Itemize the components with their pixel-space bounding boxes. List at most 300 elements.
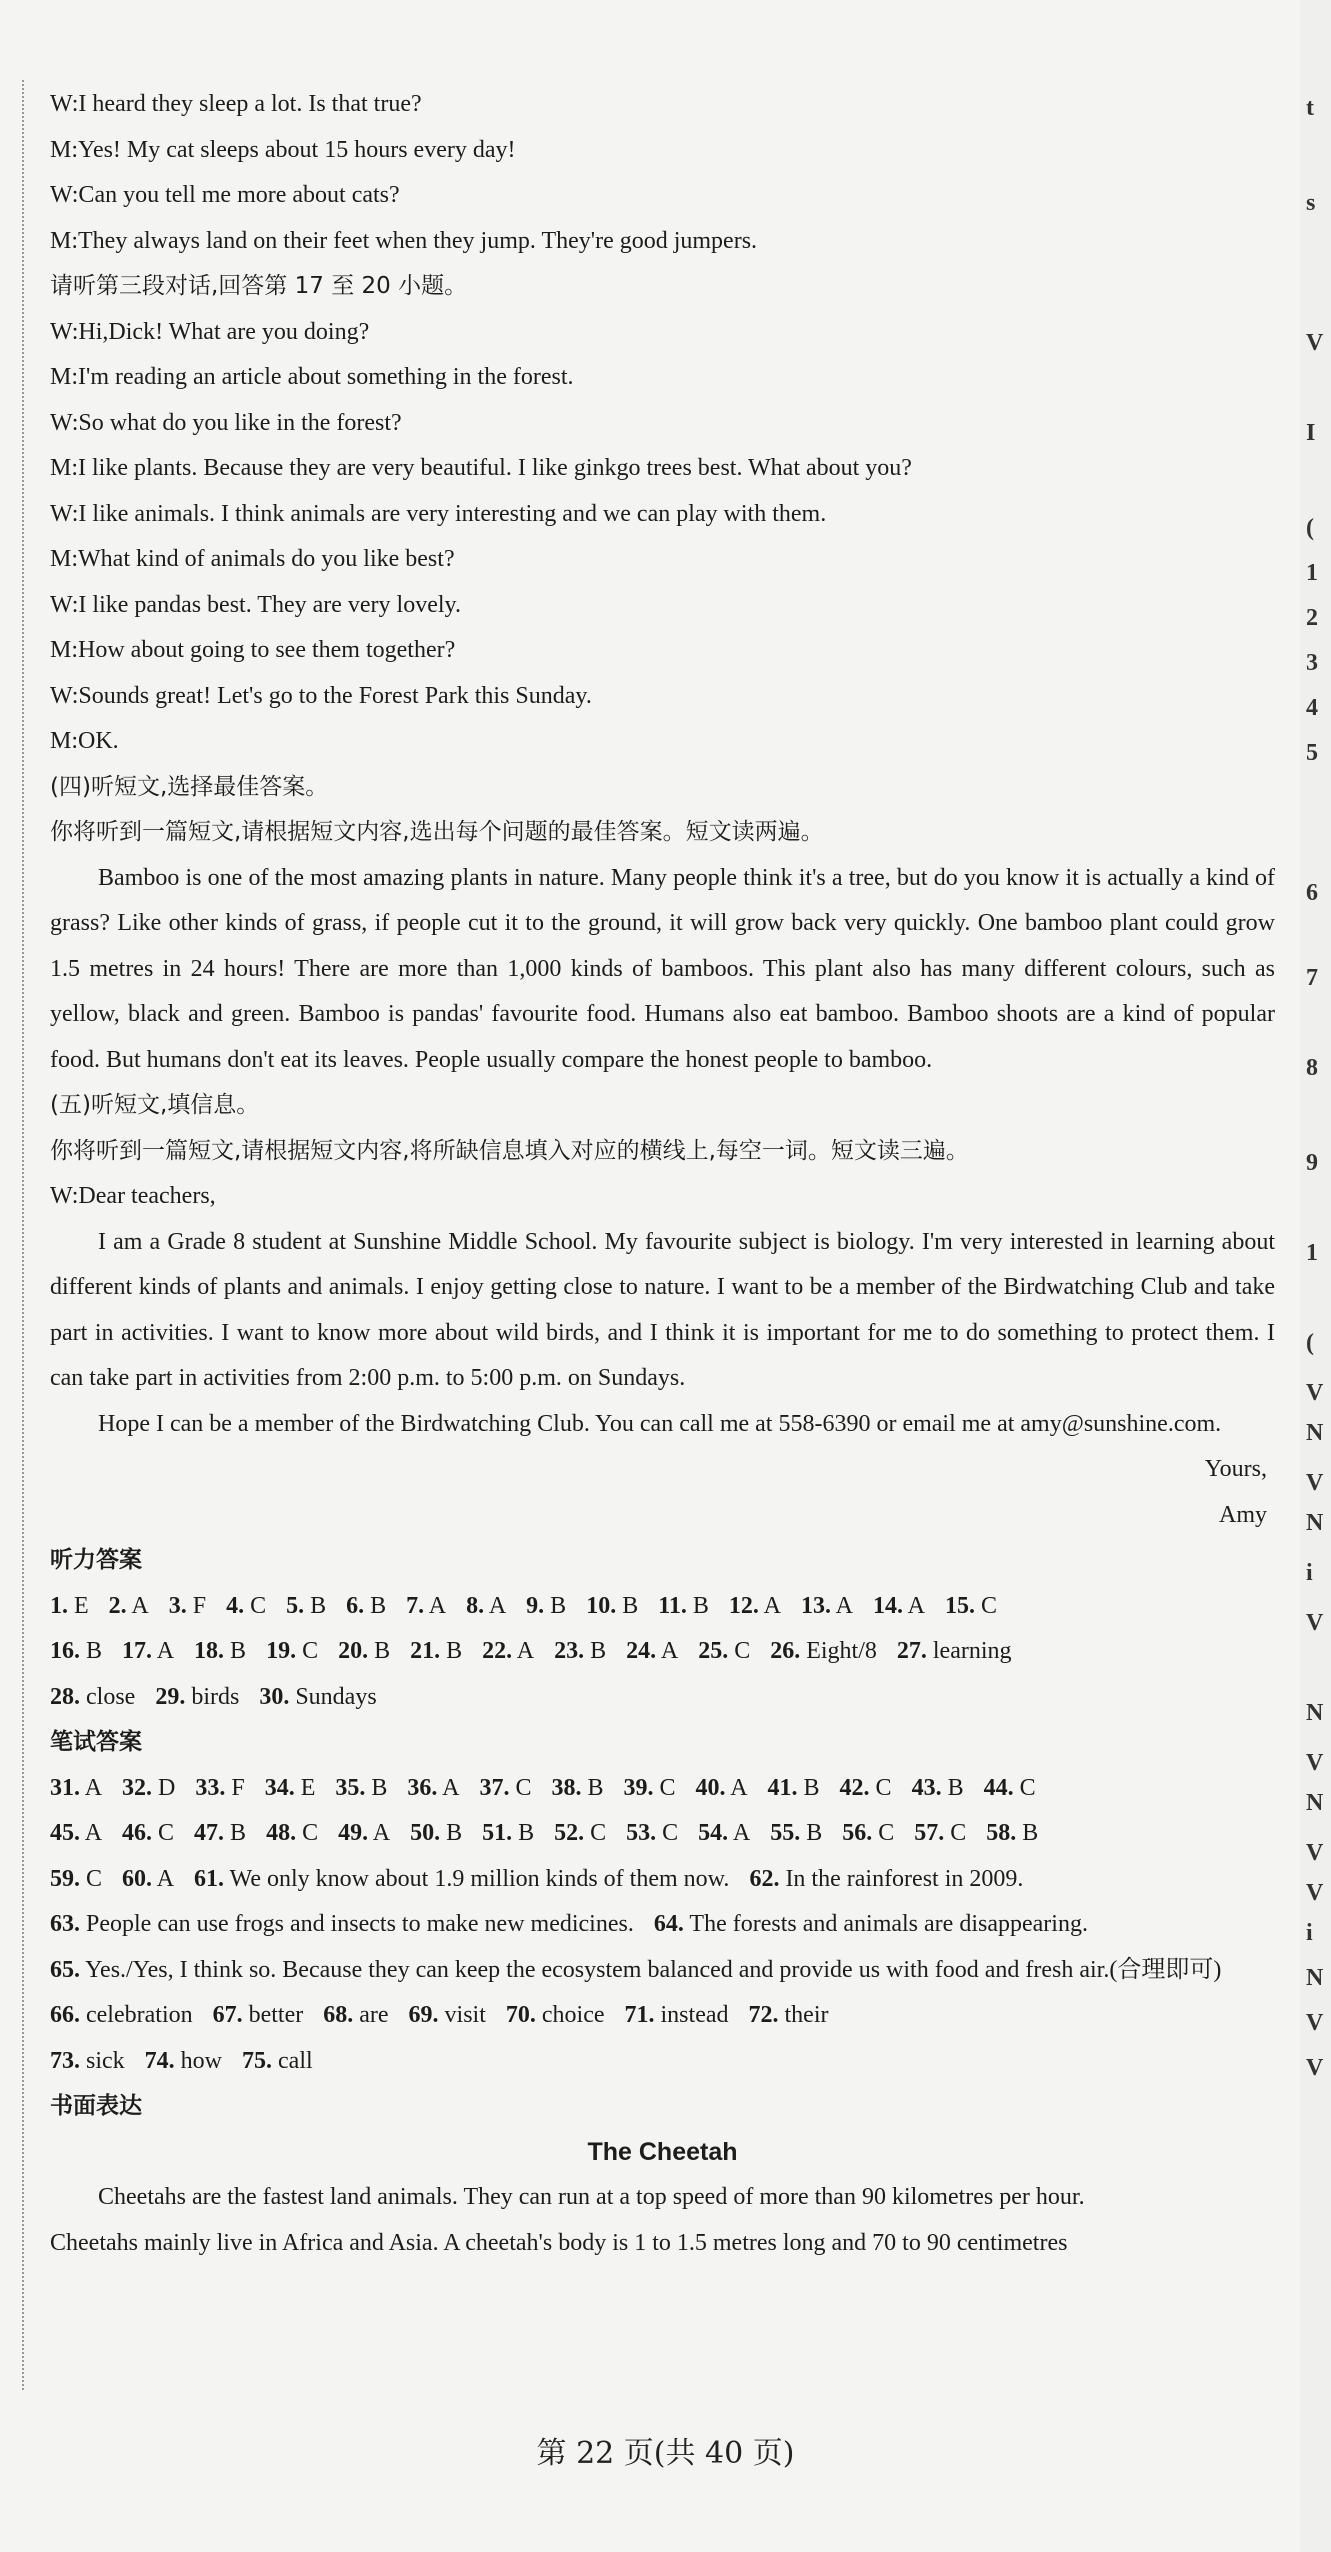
answer-item xyxy=(914,1811,966,1857)
dialogue-line: M:They always land on their feet when they jump. They're good jumpers. xyxy=(50,227,758,254)
answer-value: A xyxy=(84,1820,103,1846)
answers-73-75 xyxy=(50,2039,1275,2085)
answer-value: B xyxy=(374,1638,391,1664)
written-answers-heading: 笔试答案 xyxy=(50,1729,142,1755)
answer-row xyxy=(50,1902,1275,1948)
answers-66-72 xyxy=(50,1993,1275,2039)
answer-value: We only know about 1.9 million kinds of them now. xyxy=(229,1865,730,1892)
answer-value: sick xyxy=(86,2047,125,2074)
answer-value: A xyxy=(442,1774,460,1801)
answer-value: C xyxy=(302,1820,319,1846)
answer-row xyxy=(50,1766,1275,1812)
answer-value: A xyxy=(730,1774,748,1801)
answer-item xyxy=(155,1675,239,1721)
edge-glyph: V xyxy=(1306,1610,1324,1636)
dialogue-line: W:I heard they sleep a lot. Is that true? xyxy=(50,91,422,117)
answer-number: 68. xyxy=(323,2002,354,2028)
answer-value: C xyxy=(875,1774,892,1801)
answer-value: C xyxy=(659,1774,676,1801)
answer-number: 27. xyxy=(896,1638,927,1664)
answer-number: 18. xyxy=(194,1638,225,1664)
answer-item xyxy=(122,1857,174,1903)
edge-glyph: 8 xyxy=(1306,1055,1318,1081)
answer-number: 8. xyxy=(466,1592,485,1619)
binding-dotted-line xyxy=(22,80,24,2390)
answer-item xyxy=(259,1675,376,1721)
answer-value: A xyxy=(156,1865,175,1892)
answer-item xyxy=(654,1902,1088,1948)
answer-number: 71. xyxy=(624,2002,655,2028)
edge-glyph: ( xyxy=(1306,515,1314,541)
answer-value: choice xyxy=(541,2002,605,2028)
answer-item xyxy=(50,1675,135,1721)
dialogue-line: M:I like plants. Because they are very beautiful. I like ginkgo trees best. What about you? xyxy=(50,455,912,481)
answer-item xyxy=(122,1629,174,1675)
answer-value: A xyxy=(907,1592,925,1619)
answer-number: 74. xyxy=(144,2047,175,2074)
writing-heading: 书面表达 xyxy=(50,2093,142,2119)
answer-item xyxy=(526,1584,566,1630)
answer-value: A xyxy=(732,1820,751,1846)
dialogue-line: M:I'm reading an article about something in the forest. xyxy=(50,364,574,390)
answer-number: 9. xyxy=(526,1592,545,1619)
edge-glyph: N xyxy=(1306,1790,1324,1816)
answer-number: 24. xyxy=(626,1638,657,1664)
answer-item xyxy=(50,1811,102,1857)
answer-number: 33. xyxy=(195,1774,226,1801)
section-5-title: (五)听短文,填信息。 xyxy=(50,1092,260,1118)
answer-value: Sundays xyxy=(295,1683,377,1710)
answer-number: 2. xyxy=(108,1592,127,1619)
section-4-title: (四)听短文,选择最佳答案。 xyxy=(50,773,329,800)
essay-line: Cheetahs mainly live in Africa and Asia. A cheetah's body is 1 to 1.5 metres long and 70 to 90 centimetres xyxy=(50,2229,1068,2256)
edge-glyph: 6 xyxy=(1306,880,1318,906)
answer-item xyxy=(551,1766,603,1812)
answer-value: People can use frogs and insects to make new medicines. xyxy=(86,1911,634,1937)
answer-value: A xyxy=(372,1820,391,1846)
answer-item xyxy=(242,2039,313,2085)
listening-answers-heading: 听力答案 xyxy=(50,1547,142,1573)
answer-row xyxy=(50,1811,1275,1857)
answer-item xyxy=(986,1811,1038,1857)
answer-value: B xyxy=(371,1774,388,1801)
answer-value: B xyxy=(622,1592,639,1619)
answer-value: C xyxy=(86,1865,103,1892)
answer-value: C xyxy=(950,1820,967,1846)
answer-value: close xyxy=(86,1683,136,1710)
answer-item xyxy=(479,1766,531,1812)
dialogue-line: M:What kind of animals do you like best? xyxy=(50,546,455,572)
answer-item xyxy=(623,1766,675,1812)
answer-number: 66. xyxy=(50,2002,80,2028)
edge-glyph: 5 xyxy=(1306,740,1318,766)
answer-value: B xyxy=(310,1592,327,1619)
answer-item xyxy=(554,1629,606,1675)
answer-item xyxy=(749,1857,1023,1903)
answer-item xyxy=(122,1811,174,1857)
answer-value: A xyxy=(428,1592,447,1619)
answer-number: 53. xyxy=(626,1820,657,1846)
answer-value: A xyxy=(763,1592,781,1619)
answer-number: 20. xyxy=(338,1638,369,1664)
answer-item xyxy=(625,1993,729,2039)
answer-item xyxy=(840,1766,892,1812)
answer-number: 22. xyxy=(482,1638,513,1664)
edge-glyph: 1 xyxy=(1306,560,1318,586)
answer-number: 41. xyxy=(767,1774,798,1801)
edge-glyph: V xyxy=(1306,1380,1324,1406)
answer-item xyxy=(626,1811,678,1857)
answer-item xyxy=(169,1584,206,1630)
answer-value: A xyxy=(84,1774,103,1801)
answer-number: 10. xyxy=(586,1592,617,1619)
dialogue-line: M:Yes! My cat sleeps about 15 hours every day! xyxy=(50,136,516,163)
answer-number: 57. xyxy=(914,1820,945,1846)
section-4-instruction: 你将听到一篇短文,请根据短文内容,选出每个问题的最佳答案。短文读两遍。 xyxy=(50,819,824,845)
answer-number: 28. xyxy=(50,1683,80,1710)
answer-item xyxy=(912,1766,964,1812)
edge-glyph: 9 xyxy=(1306,1150,1318,1176)
answer-value: A xyxy=(835,1592,853,1619)
answer-item xyxy=(50,1993,193,2039)
answer-number: 64. xyxy=(653,1911,684,1937)
answer-value: B xyxy=(806,1820,823,1846)
answer-number: 67. xyxy=(212,2002,243,2028)
section-5-paragraph-1: I am a Grade 8 student at Sunshine Middle School. My favourite subject is biology. I'm very interested in learning about different kinds of plants and animals. I enjoy getting close to nature. I want to be a member of the Birdwatching Club and take part in activities. I want to know more about wild birds, and I think it is important for me to do something to protect them. I can take part in activities from 2:00 p.m. to 5:00 p.m. on Sundays. xyxy=(50,1228,1275,1391)
answer-value: B xyxy=(86,1638,103,1664)
answer-item xyxy=(286,1584,326,1630)
answer-value: their xyxy=(784,2002,829,2028)
answer-value: B xyxy=(1022,1820,1039,1846)
section-5-greeting: W:Dear teachers, xyxy=(50,1183,216,1209)
edge-glyph: V xyxy=(1306,1880,1324,1906)
answer-item xyxy=(482,1629,534,1675)
answer-number: 19. xyxy=(266,1638,297,1664)
answer-value: are xyxy=(359,2002,389,2028)
edge-glyph: N xyxy=(1306,1420,1324,1446)
answer-value: A xyxy=(660,1638,679,1664)
answer-value: The forests and animals are disappearing. xyxy=(689,1911,1088,1937)
answer-number: 12. xyxy=(728,1592,759,1619)
answer-number: 36. xyxy=(407,1774,438,1801)
answer-number: 1. xyxy=(50,1592,68,1619)
answer-number: 55. xyxy=(770,1820,801,1846)
answer-number: 58. xyxy=(986,1820,1017,1846)
answer-value: B xyxy=(370,1592,387,1619)
answer-item xyxy=(410,1629,462,1675)
edge-glyph: V xyxy=(1306,2010,1324,2036)
answer-number: 38. xyxy=(551,1774,582,1801)
answer-value: instead xyxy=(660,2002,729,2028)
answer-item xyxy=(586,1584,638,1630)
answer-value: F xyxy=(231,1774,245,1801)
answer-item xyxy=(409,1993,486,2039)
dialogue-line: W:Can you tell me more about cats? xyxy=(50,182,400,208)
answer-number: 70. xyxy=(505,2002,536,2028)
answer-item xyxy=(410,1811,462,1857)
answer-value: birds xyxy=(191,1683,240,1710)
answer-item xyxy=(842,1811,894,1857)
answer-item xyxy=(194,1857,729,1903)
edge-glyph: ( xyxy=(1306,1330,1314,1356)
answer-value: how xyxy=(180,2047,223,2074)
answer-value: B xyxy=(587,1774,604,1801)
answer-number: 17. xyxy=(122,1638,153,1664)
answer-number: 75. xyxy=(242,2047,273,2074)
answer-number: 42. xyxy=(839,1774,870,1801)
answer-number: 45. xyxy=(50,1820,80,1846)
answer-value: learning xyxy=(932,1638,1012,1664)
answer-number: 14. xyxy=(872,1592,903,1619)
answer-65: 65. Yes./Yes, I think so. Because they can keep the ecosystem balanced and provide us with food and fresh air.(合理即可) xyxy=(50,1956,1222,1983)
answer-item xyxy=(945,1584,997,1630)
answer-value: B xyxy=(518,1820,535,1846)
dialogue-line: W:I like pandas best. They are very lovely. xyxy=(50,591,461,618)
edge-glyph: 4 xyxy=(1306,695,1318,721)
edge-glyph: V xyxy=(1306,1470,1324,1496)
answer-number: 62. xyxy=(749,1865,780,1892)
answer-item xyxy=(50,2039,125,2085)
answer-value: B xyxy=(446,1820,463,1846)
answer-number: 34. xyxy=(264,1774,295,1801)
answer-number: 29. xyxy=(155,1683,186,1710)
section-5-paragraph-2: Hope I can be a member of the Birdwatching Club. You can call me at 558-6390 or email me at amy@sunshine.com. xyxy=(98,1410,1222,1437)
answer-value: B xyxy=(590,1638,607,1664)
page-content xyxy=(50,82,1275,2266)
answer-number: 63. xyxy=(50,1911,80,1937)
answer-row xyxy=(50,1584,1275,1630)
answer-number: 4. xyxy=(226,1592,245,1619)
edge-glyph: N xyxy=(1306,1700,1324,1726)
dialogue-line: W:So what do you like in the forest? xyxy=(50,409,402,436)
answer-value: Eight/8 xyxy=(806,1638,877,1664)
answer-item xyxy=(749,1993,829,2039)
section-5-instruction: 你将听到一篇短文,请根据短文内容,将所缺信息填入对应的横线上,每空一词。短文读三遍。 xyxy=(50,1137,969,1164)
answer-value: B xyxy=(692,1592,709,1619)
edge-glyph: t xyxy=(1306,95,1314,121)
answer-value: C xyxy=(878,1820,895,1846)
answer-item xyxy=(482,1811,534,1857)
answer-value: C xyxy=(981,1592,998,1619)
answer-item xyxy=(194,1811,246,1857)
answer-item xyxy=(554,1811,606,1857)
answer-number: 15. xyxy=(945,1592,975,1619)
answer-item xyxy=(770,1629,877,1675)
answer-item xyxy=(407,1766,459,1812)
answer-item xyxy=(768,1766,820,1812)
answer-number: 39. xyxy=(623,1774,654,1801)
answer-item xyxy=(338,1811,390,1857)
answer-number: 56. xyxy=(842,1820,873,1846)
dialogue-2-tail xyxy=(50,82,1275,264)
answer-number: 6. xyxy=(346,1592,365,1619)
edge-glyph: i xyxy=(1306,1920,1313,1946)
answer-item xyxy=(145,2039,222,2085)
answer-number: 48. xyxy=(266,1820,297,1846)
written-answers xyxy=(50,1766,1275,1948)
section-5-signature: Amy xyxy=(1219,1501,1267,1528)
section-5-closing: Yours, xyxy=(1204,1456,1267,1482)
answer-item xyxy=(801,1584,853,1630)
answer-number: 37. xyxy=(479,1774,510,1801)
answer-number: 21. xyxy=(410,1638,441,1664)
dialogue-line: W:Sounds great! Let's go to the Forest Park this Sunday. xyxy=(50,682,592,709)
answer-number: 44. xyxy=(983,1774,1014,1801)
answer-item xyxy=(698,1629,750,1675)
answer-value: A xyxy=(131,1592,149,1619)
answer-number: 60. xyxy=(122,1865,153,1892)
answer-item xyxy=(406,1584,446,1630)
answer-item xyxy=(50,1629,102,1675)
answer-value: call xyxy=(278,2047,313,2074)
answer-number: 3. xyxy=(168,1592,187,1619)
answer-item xyxy=(194,1629,246,1675)
edge-glyph: I xyxy=(1306,420,1316,446)
edge-glyph: 7 xyxy=(1306,965,1318,991)
answer-item xyxy=(626,1629,678,1675)
answer-value: C xyxy=(515,1774,532,1801)
answer-row xyxy=(50,1675,1275,1721)
answer-item xyxy=(897,1629,1012,1675)
essay-line: Cheetahs are the fastest land animals. They can run at a top speed of more than 90 kilometres per hour. xyxy=(98,2184,1085,2210)
answer-item xyxy=(213,1993,304,2039)
answer-number: 73. xyxy=(50,2047,80,2074)
answer-number: 11. xyxy=(658,1592,687,1619)
dialogue-3-intro: 请听第三段对话,回答第 17 至 20 小题。 xyxy=(50,273,468,299)
answer-value: better xyxy=(248,2002,304,2028)
answer-item xyxy=(109,1584,149,1630)
answer-item xyxy=(729,1584,781,1630)
answer-value: A xyxy=(488,1592,507,1619)
dialogue-line: W:Hi,Dick! What are you doing? xyxy=(50,318,370,345)
answer-number: 52. xyxy=(554,1820,585,1846)
answer-number: 30. xyxy=(259,1683,290,1710)
answer-number: 72. xyxy=(748,2002,779,2028)
answer-value: E xyxy=(74,1592,89,1619)
answer-value: C xyxy=(1019,1774,1036,1801)
dialogue-3 xyxy=(50,310,1275,765)
answer-item xyxy=(338,1629,390,1675)
answer-value: C xyxy=(250,1592,267,1619)
answer-row xyxy=(50,1857,1275,1903)
answer-number: 23. xyxy=(554,1638,585,1664)
answer-value: B xyxy=(446,1638,463,1664)
answer-value: C xyxy=(662,1820,679,1846)
essay-text xyxy=(50,2175,1275,2266)
answer-number: 25. xyxy=(698,1638,729,1664)
answer-value: F xyxy=(192,1592,207,1619)
answer-number: 16. xyxy=(50,1638,80,1664)
answer-number: 49. xyxy=(338,1820,369,1846)
answer-item xyxy=(50,1766,102,1812)
answer-number: 61. xyxy=(194,1865,225,1892)
page-footer: 第 22 页(共 40 页) xyxy=(536,2436,795,2471)
edge-glyph: 1 xyxy=(1306,1240,1318,1266)
dialogue-line: W:I like animals. I think animals are very interesting and we can play with them. xyxy=(50,500,827,527)
answer-value: C xyxy=(734,1638,751,1664)
edge-glyph: V xyxy=(1306,330,1324,356)
answer-item xyxy=(195,1766,244,1812)
answer-value: D xyxy=(158,1774,176,1801)
edge-glyph: V xyxy=(1306,2055,1324,2081)
answer-value: visit xyxy=(444,2002,486,2028)
answer-number: 46. xyxy=(122,1820,153,1846)
answer-number: 7. xyxy=(406,1592,425,1619)
dialogue-line: M:How about going to see them together? xyxy=(50,637,456,663)
answer-item xyxy=(346,1584,386,1630)
answer-item xyxy=(698,1811,750,1857)
answer-value: C xyxy=(302,1638,319,1664)
edge-glyph: N xyxy=(1306,1965,1324,1991)
dialogue-line: M:OK. xyxy=(50,728,119,754)
answer-number: 35. xyxy=(335,1774,366,1801)
answer-item xyxy=(50,1584,89,1630)
adjacent-page-edge xyxy=(1300,0,1331,2552)
answer-value: celebration xyxy=(86,2002,193,2028)
edge-glyph: 3 xyxy=(1306,650,1318,676)
answer-item xyxy=(770,1811,822,1857)
answer-item xyxy=(266,1629,318,1675)
answer-item xyxy=(122,1766,175,1812)
answer-item xyxy=(50,1902,634,1948)
edge-glyph: i xyxy=(1306,1560,1313,1586)
answer-value: B xyxy=(230,1638,247,1664)
answer-number: 51. xyxy=(482,1820,513,1846)
answer-item xyxy=(873,1584,925,1630)
answer-value: In the rainforest in 2009. xyxy=(785,1865,1024,1892)
essay-title: The Cheetah xyxy=(587,2137,738,2166)
answer-item xyxy=(335,1766,387,1812)
answer-item xyxy=(506,1993,605,2039)
answer-number: 26. xyxy=(770,1638,801,1664)
answer-item xyxy=(50,1857,102,1903)
answer-number: 69. xyxy=(408,2002,439,2028)
answer-number: 31. xyxy=(50,1774,80,1801)
answer-value: B xyxy=(550,1592,567,1619)
answer-value: B xyxy=(230,1820,247,1846)
answer-number: 43. xyxy=(911,1774,942,1801)
answer-item xyxy=(658,1584,709,1630)
answer-number: 5. xyxy=(286,1592,305,1619)
answer-number: 40. xyxy=(695,1774,726,1801)
answer-number: 47. xyxy=(194,1820,225,1846)
answer-item xyxy=(265,1766,316,1812)
answer-number: 13. xyxy=(800,1592,831,1619)
edge-glyph: s xyxy=(1306,190,1316,216)
edge-glyph: N xyxy=(1306,1510,1324,1536)
answer-value: B xyxy=(947,1774,964,1801)
answer-item xyxy=(266,1811,318,1857)
answer-item xyxy=(323,1993,388,2039)
answer-value: E xyxy=(300,1774,316,1801)
answer-value: A xyxy=(156,1638,175,1664)
answer-item xyxy=(984,1766,1036,1812)
answer-number: 32. xyxy=(122,1774,153,1801)
edge-glyph: 2 xyxy=(1306,605,1318,631)
answer-value: A xyxy=(516,1638,535,1664)
section-4-passage: Bamboo is one of the most amazing plants in nature. Many people think it's a tree, but do you know it is actually a kind of grass? Like other kinds of grass, if people cut it to the ground, it will grow back very quickly. One bamboo plant could grow 1.5 metres in 24 hours! There are more than 1,000 kinds of bamboos. This plant also has many different colours, such as yellow, black and green. Bamboo is pandas' favourite food. Humans also eat bamboo. Bamboo shoots are a kind of popular food. But humans don't eat its leaves. People usually compare the honest people to bamboo. xyxy=(50,864,1275,1073)
answer-number: 54. xyxy=(698,1820,729,1846)
answer-item xyxy=(696,1766,748,1812)
answer-value: C xyxy=(590,1820,607,1846)
answer-value: B xyxy=(803,1774,820,1801)
edge-glyph: V xyxy=(1306,1840,1324,1866)
answer-row xyxy=(50,1629,1275,1675)
answer-item xyxy=(226,1584,266,1630)
answer-number: 59. xyxy=(50,1865,80,1892)
listening-answers xyxy=(50,1584,1275,1721)
answer-number: 50. xyxy=(410,1820,441,1846)
